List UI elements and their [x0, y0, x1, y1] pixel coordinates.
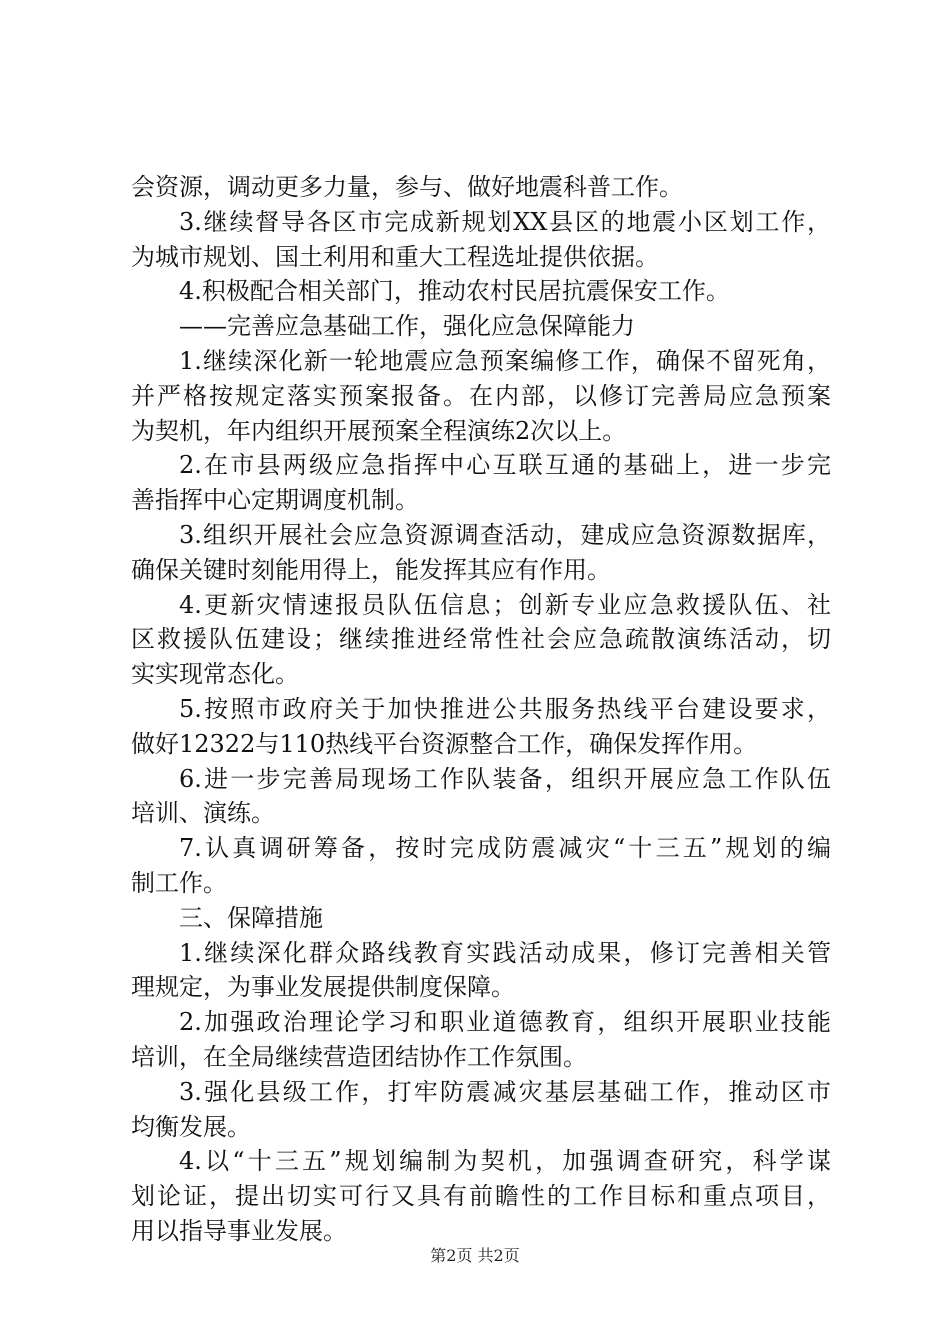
paragraph-line: 1.继续深化群众路线教育实践活动成果，修订完善相关管 — [179, 938, 831, 967]
paragraph-line: 培训、演练。 — [131, 799, 275, 828]
paragraph-line: 用以指导事业发展。 — [131, 1216, 347, 1245]
paragraph-line: 1.继续深化新一轮地震应急预案编修工作，确保不留死角， — [179, 346, 831, 375]
paragraph-line: ——完善应急基础工作，强化应急保障能力 — [179, 312, 635, 341]
paragraph-line: 3.强化县级工作，打牢防震减灾基层基础工作，推动区市 — [179, 1077, 831, 1106]
paragraph-line: 3.继续督导各区市完成新规划XX县区的地震小区划工作， — [179, 207, 831, 236]
paragraph-line: 培训，在全局继续营造团结协作工作氛围。 — [131, 1042, 587, 1071]
paragraph-line: 6.进一步完善局现场工作队装备，组织开展应急工作队伍 — [179, 764, 831, 793]
paragraph-line: 5.按照市政府关于加快推进公共服务热线平台建设要求， — [179, 694, 831, 723]
paragraph-line: 为契机，年内组织开展预案全程演练2次以上。 — [131, 416, 627, 445]
paragraph-line: 制工作。 — [131, 868, 227, 897]
paragraph-line: 理规定，为事业发展提供制度保障。 — [131, 973, 515, 1002]
document-body — [131, 170, 831, 1249]
paragraph-line: 2.在市县两级应急指挥中心互联互通的基础上，进一步完 — [179, 451, 831, 480]
paragraph-line: 并严格按规定落实预案报备。在内部，以修订完善局应急预案 — [131, 381, 831, 410]
paragraph-line: 划论证，提出切实可行又具有前瞻性的工作目标和重点项目， — [131, 1182, 831, 1211]
paragraph-line: 区救援队伍建设；继续推进经常性社会应急疏散演练活动，切 — [131, 625, 831, 654]
paragraph-line: 三、保障措施 — [179, 903, 323, 932]
paragraph-line: 4.更新灾情速报员队伍信息；创新专业应急救援队伍、社 — [179, 590, 831, 619]
paragraph-line: 为城市规划、国土利用和重大工程选址提供依据。 — [131, 242, 659, 271]
paragraph-line: 3.组织开展社会应急资源调查活动，建成应急资源数据库， — [179, 520, 831, 549]
paragraph-line: 确保关键时刻能用得上，能发挥其应有作用。 — [131, 555, 611, 584]
paragraph-line: 4.积极配合相关部门，推动农村民居抗震保安工作。 — [179, 277, 730, 306]
paragraph-line: 实实现常态化。 — [131, 660, 299, 689]
paragraph-line: 做好12322与110热线平台资源整合工作，确保发挥作用。 — [131, 729, 758, 758]
paragraph-line: 善指挥中心定期调度机制。 — [131, 486, 419, 515]
paragraph-line: 均衡发展。 — [131, 1112, 251, 1141]
page-footer: 第2页 共2页 — [430, 1246, 520, 1265]
paragraph-line: 7.认真调研筹备，按时完成防震减灾“十三五”规划的编 — [179, 834, 831, 863]
paragraph-line: 会资源，调动更多力量，参与、做好地震科普工作。 — [131, 173, 683, 201]
paragraph-line: 2.加强政治理论学习和职业道德教育，组织开展职业技能 — [179, 1008, 831, 1037]
paragraph-line: 4.以“十三五”规划编制为契机，加强调查研究，科学谋 — [179, 1147, 831, 1176]
